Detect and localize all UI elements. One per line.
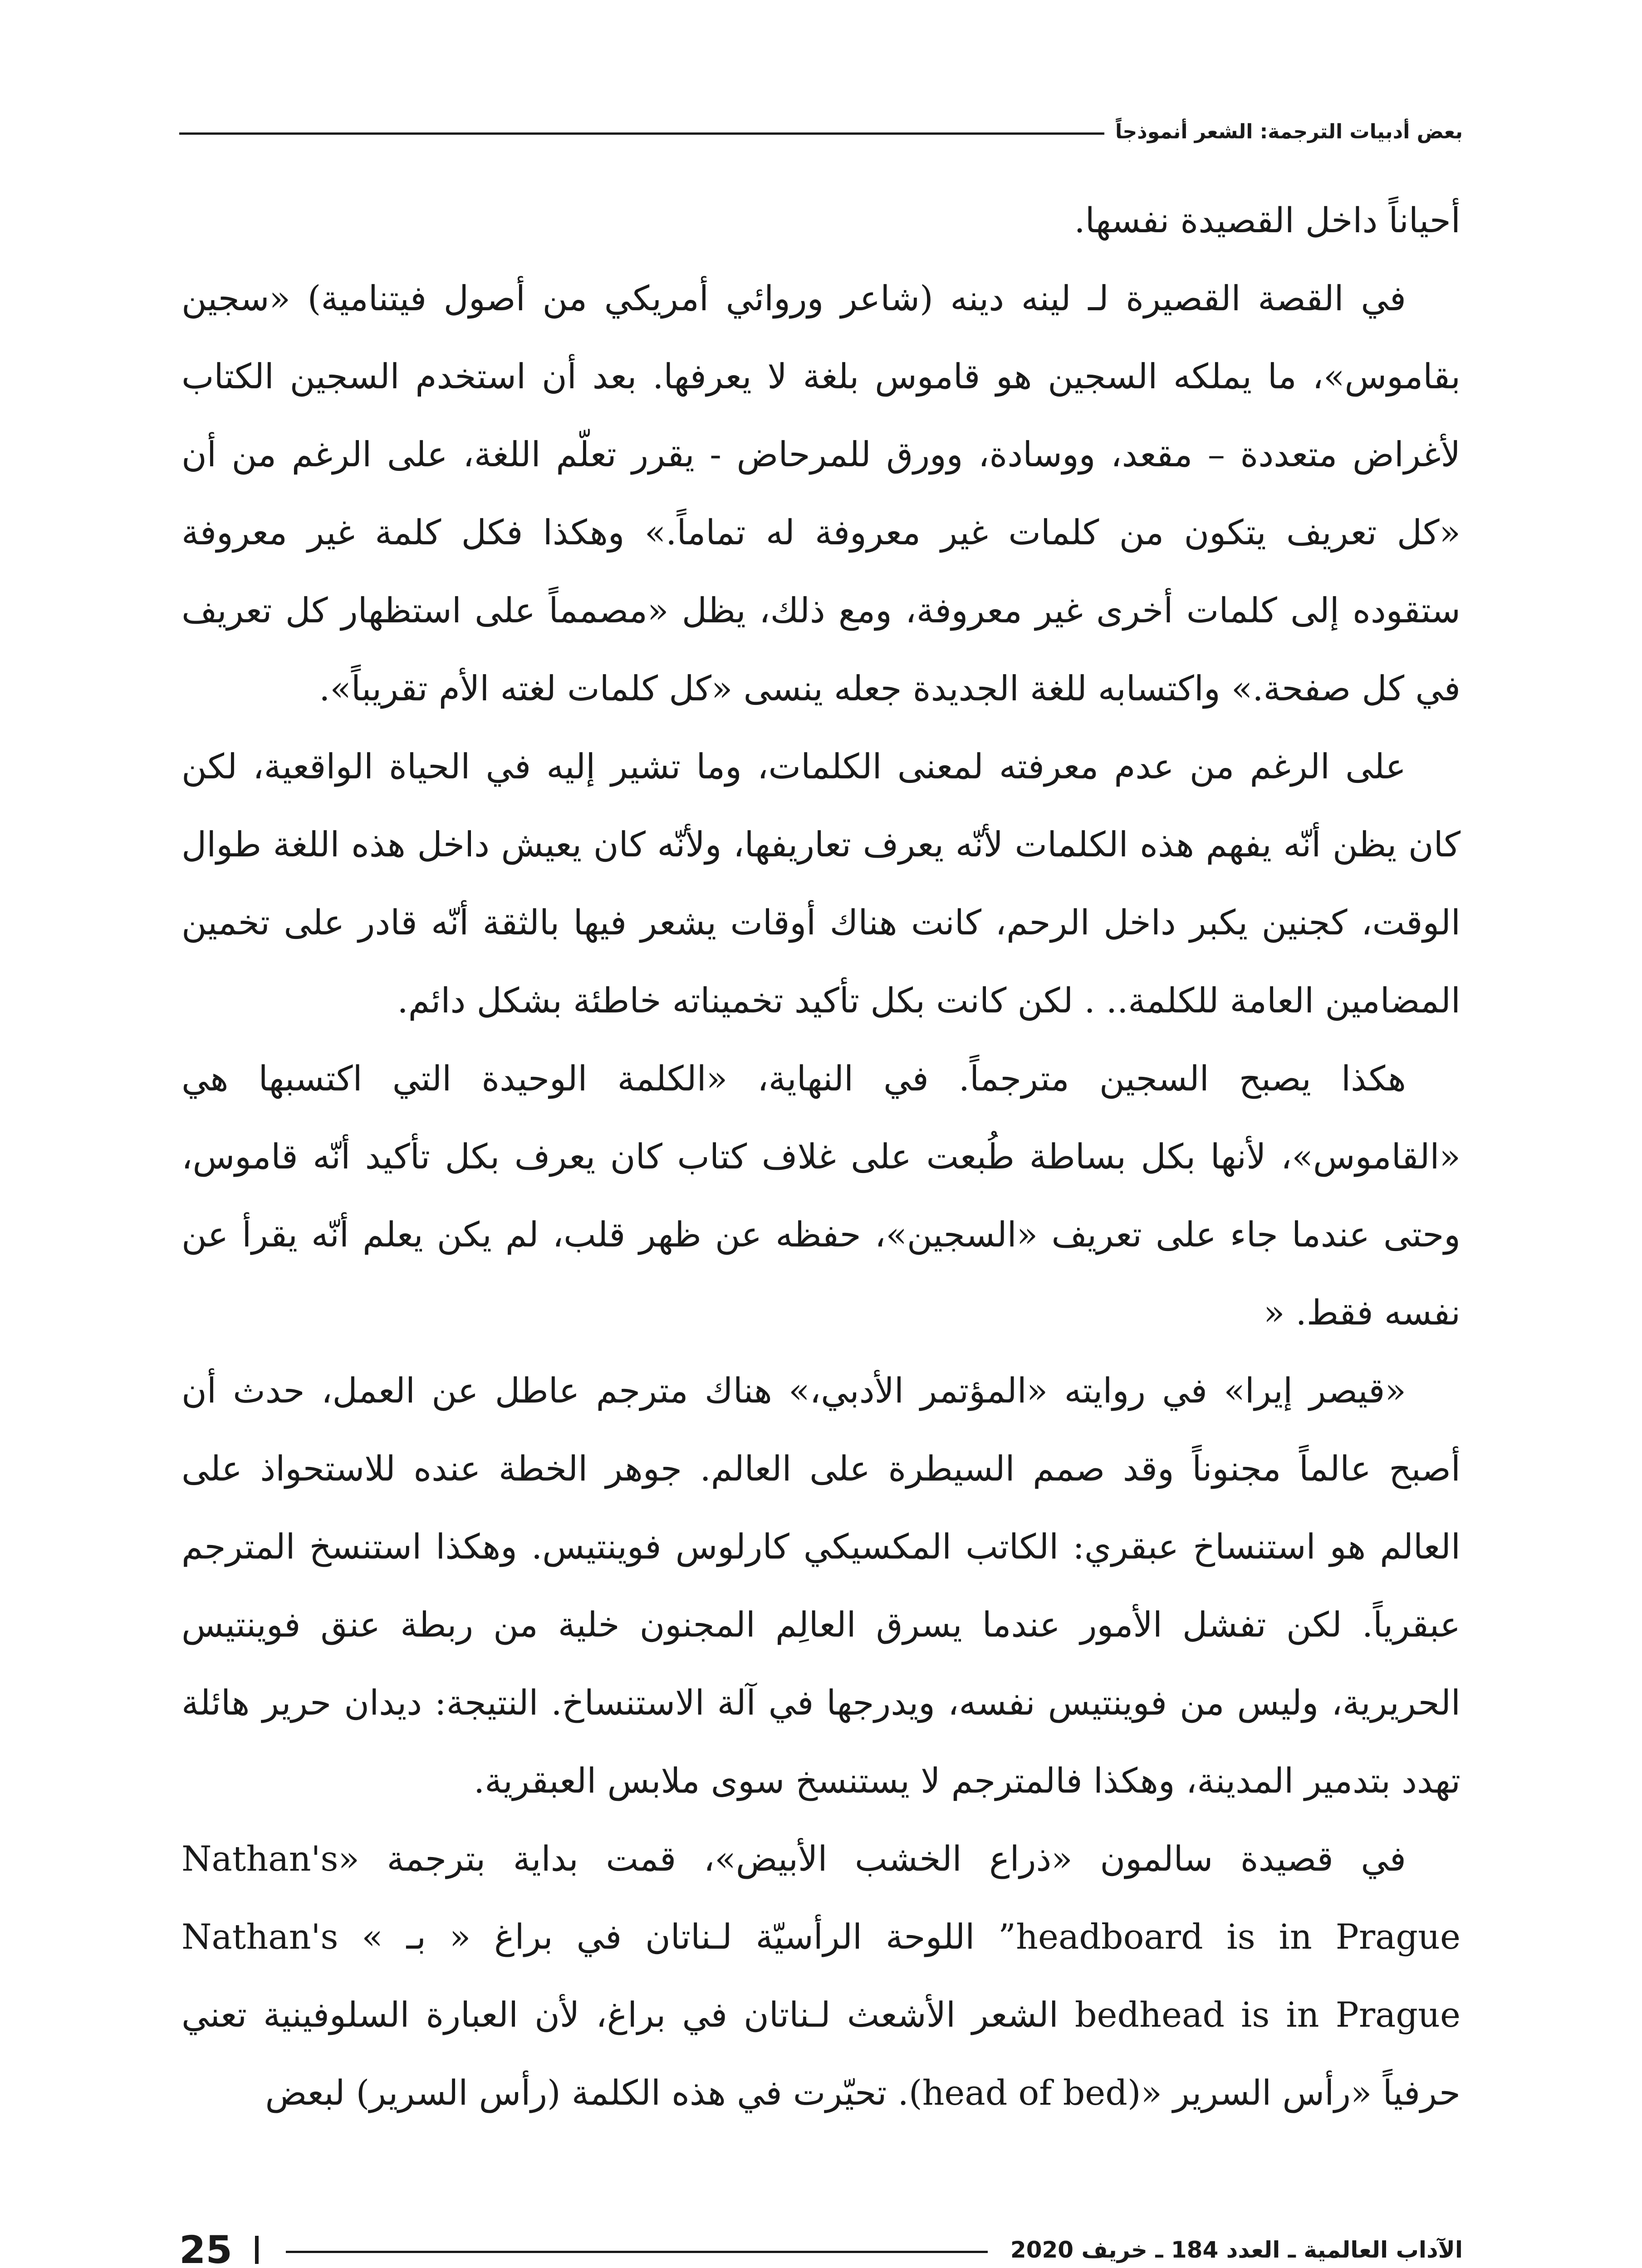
paragraph: على الرغم من عدم معرفته لمعنى الكلمات، وما تشير إليه في الحياة الواقعية، لكن كان يظن أنّه يفهم هذه الكلمات لأنّه يعرف تعاريفها، ولأنّه كان يعيش داخل هذه اللغة طوال الوقت، كجنين يكبر داخل الرحم، كانت هناك أوقات يشعر فيها بالثقة أنّه قادر على تخمين المضامين العامة للكلمة.. . لكن كانت بكل تأكيد تخميناته خاطئة بشكل دائم. [181,746,1461,1021]
page-number: 25 [179,2228,232,2268]
footer-journal-info: الآداب العالمية ـ العدد 184 ـ خريف 2020 [1010,2237,1463,2263]
paragraph: «قيصر إيرا» في روايته «المؤتمر الأدبي،» هناك مترجم عاطل عن العمل، حدث أن أصبح عالماً مجنوناً وقد صمم السيطرة على العالم. جوهر الخطة عنده للاستحواذ على العالم هو استنساخ عبقري: الكاتب المكسيكي كارلوس فوينتيس. وهكذا استنسخ المترجم عبقرياً. لكن تفشل الأمور عندما يسرق العالِم المجنون خلية من ربطة عنق فوينتيس الحريرية، وليس من فوينتيس نفسه، ويدرجها في آلة الاستنساخ. النتيجة: ديدان حرير هائلة تهدد بتدمير المدينة، وهكذا فالمترجم لا يستنسخ سوى ملابس العبقرية. [181,1370,1461,1801]
running-header [179,113,1463,150]
paragraph: في قصيدة سالمون «ذراع الخشب الأبيض»، قمت بداية بترجمة «Nathan's headboard is in Prague” اللوحة الرأسيّة لـناتان في براغ « بـ » Nathan's bedhead is in Prague الشعر الأشعث لـناتان في براغ، لأن العبارة السلوفينية تعني حرفياً «رأس السرير «(head of bed). تحيّرت في هذه الكلمة (رأس السرير) لبعض [181,1838,1461,2113]
footer-separator [255,2236,259,2264]
paragraph: هكذا يصبح السجين مترجماً. في النهاية، «الكلمة الوحيدة التي اكتسبها هي «القاموس»، لأنها بكل بساطة طُبعت على غلاف كتاب كان يعرف بكل تأكيد أنّه قاموس، وحتى عندما جاء على تعريف «السجين»، حفظه عن ظهر قلب، لم يكن يعلم أنّه يقرأ عن نفسه فقط. « [181,1058,1461,1333]
page-footer [179,2227,1463,2268]
paragraph: أحياناً داخل القصيدة نفسها. [1074,200,1461,240]
article-body [181,181,1461,2132]
paragraph: في القصة القصيرة لـ لينه دينه (شاعر وروائي أمريكي من أصول فيتنامية) «سجين بقاموس»، ما يملكه السجين هو قاموس بلغة لا يعرفها. بعد أن استخدم السجين الكتاب لأغراض متعددة – مقعد، ووسادة، وورق للمرحاض - يقرر تعلّم اللغة، على الرغم من أن «كل تعريف يتكون من كلمات غير معروفة له تماماً.» وهكذا فكل كلمة غير معروفة ستقوده إلى كلمات أخرى غير معروفة، ومع ذلك، يظل «مصمماً على استظهار كل تعريف في كل صفحة.» واكتسابه للغة الجديدة جعله ينسى «كل كلمات لغته الأم تقريباً». [181,278,1461,709]
header-rule [179,132,1104,135]
running-header-title: بعض أدبيات الترجمة: الشعر أنموذجاً [1115,120,1463,143]
footer-rule [286,2251,988,2253]
